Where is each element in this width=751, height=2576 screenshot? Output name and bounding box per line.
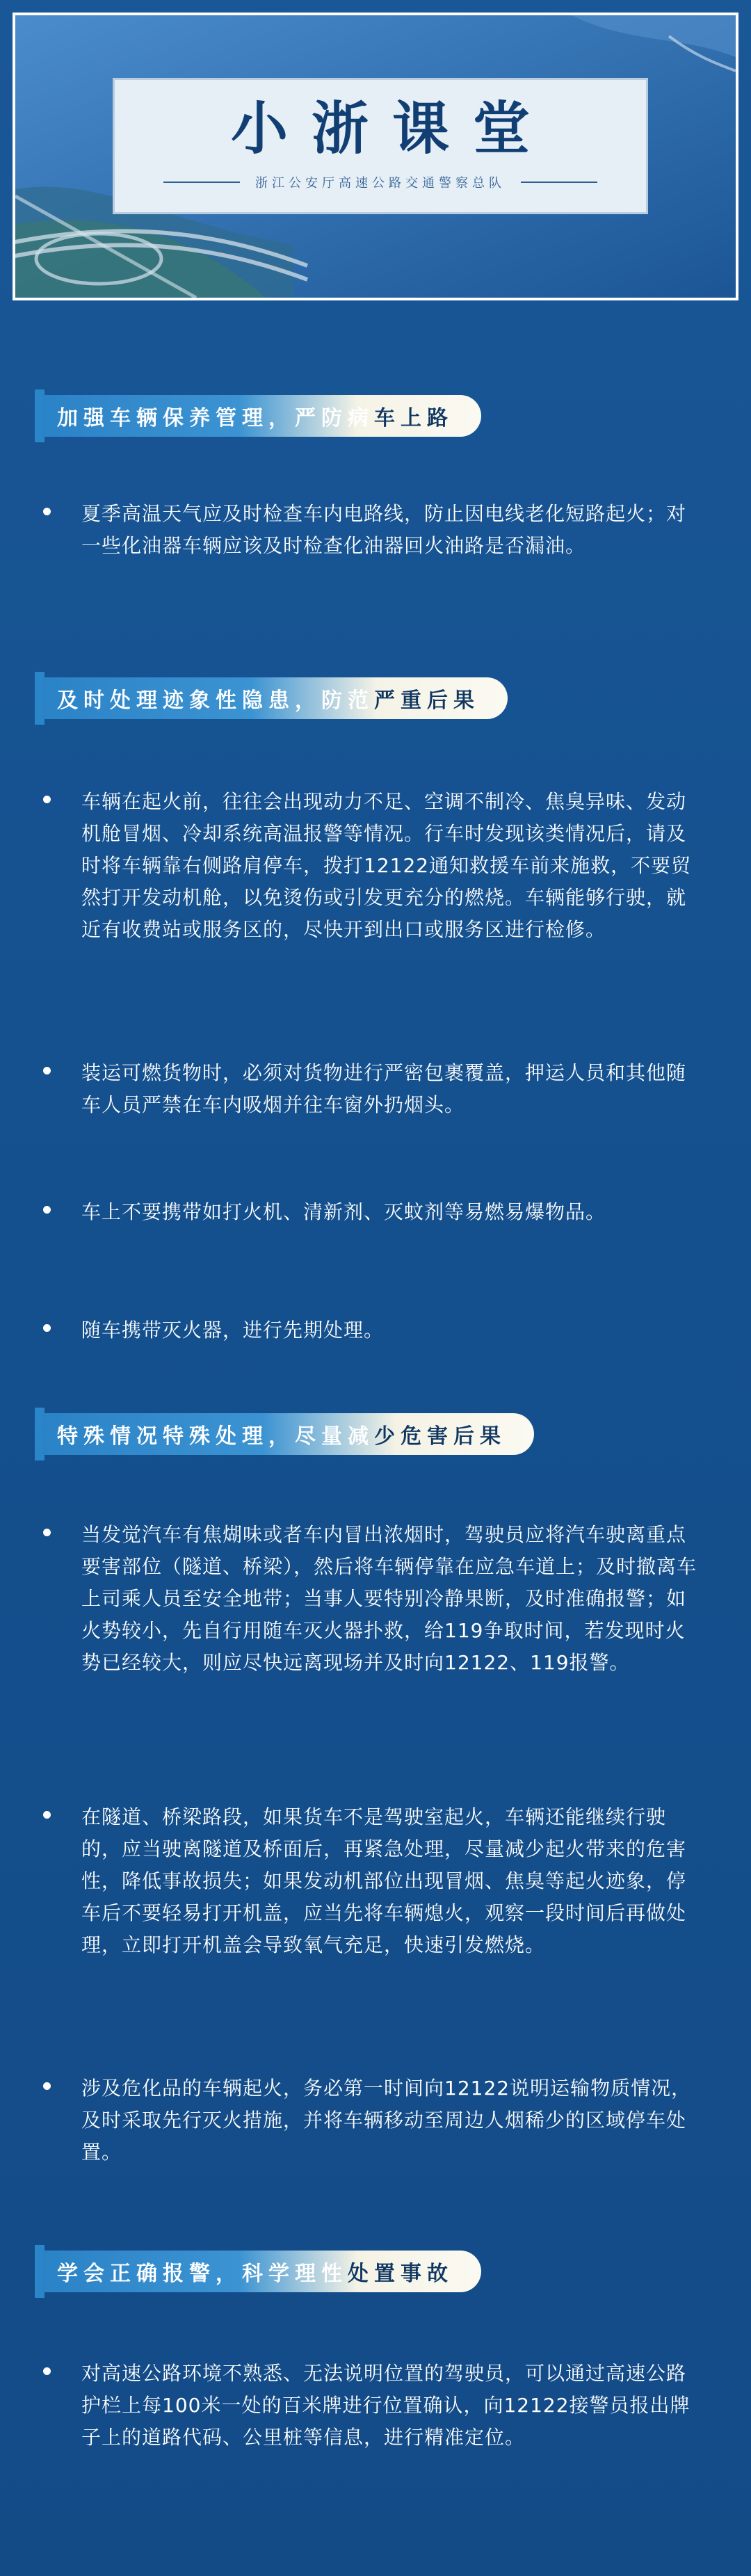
section-banner-hazards [35,672,508,725]
item-text: 对高速公路环境不熟悉、无法说明位置的驾驶员，可以通过高速公路护栏上每100米一处的百米牌进行位置确认，向12122接警员报出牌子上的道路代码、公里桩等信息，进行精准定位。 [81,2362,691,2449]
list-item [43,2072,704,2168]
bullet-icon [43,1529,51,1536]
list-item [43,1314,704,1346]
item-text: 车辆在起火前，往往会出现动力不足、空调不制冷、焦臭异味、发动机舱冒烟、冷却系统高温报警等情况。行车时发现该类情况后，请及时将车辆靠右侧路肩停车，拨打12122通知救援车前来施救，不要贸然打开发动机舱，以免烫伤或引发更充分的燃烧。车辆能够行驶，就近有收费站或服务区的，尽快开到出口或服务区进行检修。 [81,790,692,941]
item-text: 在隧道、桥梁路段，如果货车不是驾驶室起火，车辆还能继续行驶的，应当驶离隧道及桥面后，再紧急处理，尽量减少起火带来的危害性，降低事故损失；如果发动机部位出现冒烟、焦臭等起火迹象，停车后不要轻易打开机盖，应当先将车辆熄火，观察一段时间后再做处理，立即打开机盖会导致氧气充足，快速引发燃烧。 [81,1805,687,1956]
bullet-icon [43,796,51,803]
list-item [43,1057,704,1121]
list-item [43,786,704,946]
list-item [43,1196,704,1228]
item-text: 随车携带灭火器，进行先期处理。 [81,1319,385,1342]
item-text: 车上不要携带如打火机、清新剂、灭蚊剂等易燃易爆物品。 [81,1200,606,1223]
list-item [43,498,704,562]
banner-body [42,395,481,437]
section-title: 学会正确报警，科学理性处置事故 [57,2262,453,2286]
subtitle-row [163,173,597,191]
bullet-icon [43,1324,51,1332]
item-text: 当发觉汽车有焦煳味或者车内冒出浓烟时，驾驶员应将汽车驶离重点要害部位（隧道、桥梁），然后将车辆停靠在应急车道上；及时撤离车上司乘人员至安全地带；当事人要特别冷静果断，及时准确报警；如火势较小，先自行用随车灭火器扑救，给119争取时间，若发现时火势已经较大，则应尽快远离现场并及时向12122、119报警。 [81,1523,697,1674]
section-banner-maintenance [35,389,481,442]
banner-body [42,2251,481,2292]
item-text: 夏季高温天气应及时检查车内电路线，防止因电线老化短路起火；对一些化油器车辆应该及时检查化油器回火油路是否漏油。 [81,502,687,557]
item-text: 装运可燃货物时，必须对货物进行严密包裹覆盖，押运人员和其他随车人员严禁在车内吸烟并往车窗外扔烟头。 [81,1061,687,1116]
list-item [43,2358,704,2454]
bullet-icon [43,1811,51,1819]
divider-left [163,182,240,183]
section-banner-reporting [35,2245,481,2298]
section-title: 加强车辆保养管理，严防病车上路 [57,406,453,430]
section-banner-special [35,1408,534,1460]
page-title: 小浙课堂 [230,96,554,162]
item-text: 涉及危化品的车辆起火，务必第一时间向12122说明运输物质情况，及时采取先行灭火措施，并将车辆移动至周边人烟稀少的区域停车处置。 [81,2077,692,2164]
header-banner [13,13,738,300]
section-title: 特殊情况特殊处理，尽量减少危害后果 [57,1424,506,1449]
divider-right [521,182,597,183]
bullet-icon [43,1067,51,1074]
banner-body [42,677,508,719]
title-card [113,78,648,214]
bullet-icon [43,1206,51,1214]
page-subtitle: 浙江公安厅高速公路交通警察总队 [255,176,506,191]
bullet-icon [43,2367,51,2375]
bullet-icon [43,2082,51,2090]
section-title: 及时处理迹象性隐患，防范严重后果 [57,689,480,713]
list-item [43,1519,704,1679]
bullet-icon [43,508,51,515]
banner-body [42,1413,534,1455]
list-item [43,1801,704,1961]
